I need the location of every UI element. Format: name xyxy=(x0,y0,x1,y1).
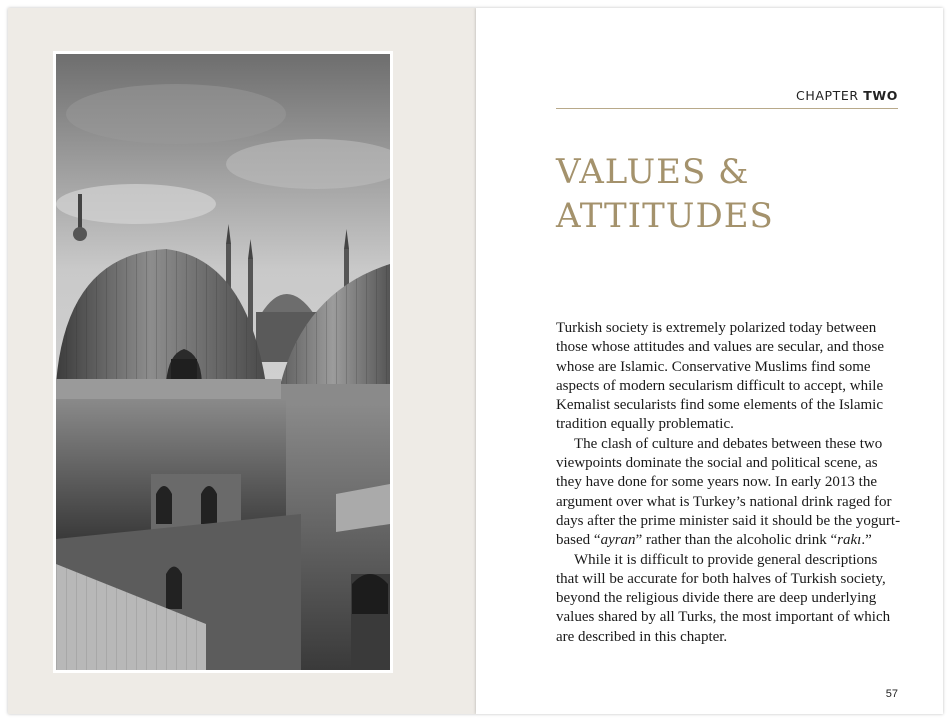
page-number: 57 xyxy=(885,688,898,700)
chapter-prefix: CHAPTER xyxy=(796,88,864,103)
paragraph-2-middle: ” rather than the alcoholic drink “ xyxy=(635,532,838,549)
mosque-domes-photo xyxy=(56,54,390,670)
paragraph-2-after: .” xyxy=(861,532,872,549)
paragraph-2-before: The clash of culture and debates between these two viewpoints dominate the social and political scene, as they have done for some years now. In early 2013 the argument over what is Turkey’s national drink raged for days after the prime minister said it should be the yogurt-based “ xyxy=(556,435,901,549)
body-text xyxy=(556,319,902,647)
paragraph-1: Turkish society is extremely polarized today between those whose attitudes and values are secular, and those whose are Islamic. Conservative Muslims find some aspects of modern secularism difficult to accept, while Kemalist secularists find some elements of the Islamic tradition equally problematic. xyxy=(556,320,885,433)
photo-frame xyxy=(53,51,393,673)
ayran-term: ayran xyxy=(600,532,636,549)
chapter-title xyxy=(556,150,774,238)
chapter-label xyxy=(796,88,898,103)
chapter-title-line-1: VALUES & xyxy=(556,152,750,192)
chapter-number: TWO xyxy=(863,88,898,103)
paragraph-3: While it is difficult to provide general descriptions that will be accurate for both halves of Turkish society, beyond the religious divide there are deep underlying values shared by all Turks, the most important of which are described in this chapter. xyxy=(556,551,891,645)
chapter-divider xyxy=(556,108,898,109)
paragraph-2 xyxy=(556,435,902,551)
raki-term: rakı xyxy=(837,532,862,549)
left-page xyxy=(8,8,476,714)
right-page xyxy=(476,8,943,714)
chapter-title-line-2: ATTITUDES xyxy=(556,196,774,236)
